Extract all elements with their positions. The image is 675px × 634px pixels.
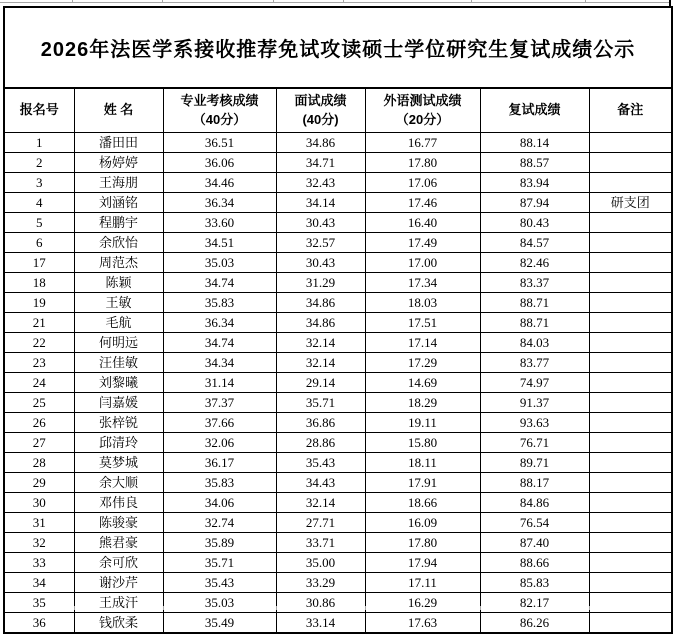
- col-header-final-score[interactable]: 复试成绩: [480, 88, 589, 133]
- gridline-vertical: [273, 0, 274, 3]
- cell-remark[interactable]: [589, 433, 672, 453]
- cell-remark[interactable]: [589, 353, 672, 373]
- cell-reg-no[interactable]: 30: [4, 493, 74, 513]
- table-row: [4, 493, 672, 513]
- cell-language-score[interactable]: 17.63: [365, 613, 480, 634]
- cell-prof-score[interactable]: 37.66: [163, 413, 276, 433]
- gridline-vertical: [365, 606, 366, 610]
- cell-prof-score[interactable]: 35.89: [163, 533, 276, 553]
- cell-language-score[interactable]: 17.14: [365, 333, 480, 353]
- cell-interview-score[interactable]: 30.43: [276, 213, 365, 233]
- cell-language-score[interactable]: 17.91: [365, 473, 480, 493]
- table-row: [4, 473, 672, 493]
- cell-name[interactable]: 汪佳敏: [74, 353, 163, 373]
- cell-reg-no[interactable]: 26: [4, 413, 74, 433]
- cell-reg-no[interactable]: 28: [4, 453, 74, 473]
- cell-name[interactable]: 余可欣: [74, 553, 163, 573]
- table-row: [4, 553, 672, 573]
- cell-interview-score[interactable]: 30.43: [276, 253, 365, 273]
- cell-final-score[interactable]: 88.71: [480, 293, 589, 313]
- cell-language-score[interactable]: 17.11: [365, 573, 480, 593]
- gridline-vertical: [585, 0, 586, 3]
- cell-prof-score[interactable]: 34.74: [163, 333, 276, 353]
- cell-prof-score[interactable]: 35.71: [163, 553, 276, 573]
- gridline-vertical: [276, 606, 277, 610]
- table-row: [4, 293, 672, 313]
- cell-name[interactable]: 邱清玲: [74, 433, 163, 453]
- cell-language-score[interactable]: 17.94: [365, 553, 480, 573]
- col-header-remark[interactable]: 备注: [589, 88, 672, 133]
- cell-final-score[interactable]: 88.57: [480, 153, 589, 173]
- cell-interview-score[interactable]: 30.86: [276, 593, 365, 613]
- table-row: [4, 213, 672, 233]
- cell-reg-no[interactable]: 18: [4, 273, 74, 293]
- cell-language-score[interactable]: 14.69: [365, 373, 480, 393]
- score-table: [3, 6, 673, 634]
- cell-interview-score[interactable]: 34.86: [276, 293, 365, 313]
- cell-final-score[interactable]: 82.17: [480, 593, 589, 613]
- table-row: [4, 133, 672, 153]
- table-row: [4, 393, 672, 413]
- table-row: [4, 333, 672, 353]
- cell-remark[interactable]: [589, 553, 672, 573]
- cell-final-score[interactable]: 80.43: [480, 213, 589, 233]
- cell-reg-no[interactable]: 21: [4, 313, 74, 333]
- cell-language-score[interactable]: 16.29: [365, 593, 480, 613]
- cell-interview-score[interactable]: 33.14: [276, 613, 365, 634]
- col-header-prof-score[interactable]: 专业考核成绩 （40分）: [163, 88, 276, 133]
- cell-name[interactable]: 张梓锐: [74, 413, 163, 433]
- cell-language-score[interactable]: 17.80: [365, 533, 480, 553]
- cell-language-score[interactable]: 17.34: [365, 273, 480, 293]
- cell-final-score[interactable]: 83.37: [480, 273, 589, 293]
- cell-final-score[interactable]: 84.57: [480, 233, 589, 253]
- cell-final-score[interactable]: 88.71: [480, 313, 589, 333]
- cell-reg-no[interactable]: 33: [4, 553, 74, 573]
- cell-remark[interactable]: [589, 233, 672, 253]
- cell-language-score[interactable]: 17.29: [365, 353, 480, 373]
- cell-language-score[interactable]: 17.49: [365, 233, 480, 253]
- cell-reg-no[interactable]: 31: [4, 513, 74, 533]
- cell-name[interactable]: 潘田田: [74, 133, 163, 153]
- cell-reg-no[interactable]: 3: [4, 173, 74, 193]
- cell-interview-score[interactable]: 36.86: [276, 413, 365, 433]
- cell-remark[interactable]: [589, 213, 672, 233]
- table-row: [4, 573, 672, 593]
- gridline-vertical: [72, 0, 73, 3]
- cell-interview-score[interactable]: 34.14: [276, 193, 365, 213]
- cell-final-score[interactable]: 88.66: [480, 553, 589, 573]
- cell-interview-score[interactable]: 34.86: [276, 133, 365, 153]
- cell-language-score[interactable]: 16.09: [365, 513, 480, 533]
- cell-remark[interactable]: [589, 153, 672, 173]
- col-header-reg-no[interactable]: 报名号: [4, 88, 74, 133]
- cell-language-score[interactable]: 18.03: [365, 293, 480, 313]
- cell-remark[interactable]: [589, 173, 672, 193]
- cell-reg-no[interactable]: 4: [4, 193, 74, 213]
- cell-final-score[interactable]: 87.94: [480, 193, 589, 213]
- table-row: [4, 433, 672, 453]
- cell-language-score[interactable]: 15.80: [365, 433, 480, 453]
- cell-interview-score[interactable]: 33.71: [276, 533, 365, 553]
- cell-interview-score[interactable]: 33.29: [276, 573, 365, 593]
- cell-name[interactable]: 刘黎曦: [74, 373, 163, 393]
- cell-final-score[interactable]: 86.26: [480, 613, 589, 634]
- cell-language-score[interactable]: 16.77: [365, 133, 480, 153]
- cell-interview-score[interactable]: 35.71: [276, 393, 365, 413]
- cell-final-score[interactable]: 88.17: [480, 473, 589, 493]
- cell-reg-no[interactable]: 32: [4, 533, 74, 553]
- cell-prof-score[interactable]: 34.51: [163, 233, 276, 253]
- cell-name[interactable]: 毛航: [74, 313, 163, 333]
- cell-reg-no[interactable]: 23: [4, 353, 74, 373]
- gridline-vertical: [163, 606, 164, 610]
- cell-name[interactable]: 闫嘉媛: [74, 393, 163, 413]
- cell-final-score[interactable]: 84.86: [480, 493, 589, 513]
- table-row: [4, 533, 672, 553]
- cell-remark[interactable]: [589, 473, 672, 493]
- cell-final-score[interactable]: 82.46: [480, 253, 589, 273]
- cell-reg-no[interactable]: 6: [4, 233, 74, 253]
- cell-remark[interactable]: [589, 253, 672, 273]
- cell-language-score[interactable]: 17.46: [365, 193, 480, 213]
- cell-final-score[interactable]: 76.54: [480, 513, 589, 533]
- cell-interview-score[interactable]: 32.14: [276, 353, 365, 373]
- cell-interview-score[interactable]: 34.43: [276, 473, 365, 493]
- cell-interview-score[interactable]: 32.14: [276, 493, 365, 513]
- cell-remark[interactable]: [589, 513, 672, 533]
- cell-interview-score[interactable]: 28.86: [276, 433, 365, 453]
- cell-language-score[interactable]: 17.06: [365, 173, 480, 193]
- cell-remark[interactable]: 研支团: [589, 193, 672, 213]
- cell-remark[interactable]: [589, 453, 672, 473]
- cell-prof-score[interactable]: 36.34: [163, 193, 276, 213]
- cell-remark[interactable]: [589, 593, 672, 613]
- cell-remark[interactable]: [589, 613, 672, 634]
- cell-prof-score[interactable]: 35.03: [163, 593, 276, 613]
- table-row: [4, 313, 672, 333]
- cell-remark[interactable]: [589, 493, 672, 513]
- cell-remark[interactable]: [589, 413, 672, 433]
- cell-final-score[interactable]: 83.94: [480, 173, 589, 193]
- cell-reg-no[interactable]: 19: [4, 293, 74, 313]
- cell-reg-no[interactable]: 22: [4, 333, 74, 353]
- cell-prof-score[interactable]: 33.60: [163, 213, 276, 233]
- cell-language-score[interactable]: 17.51: [365, 313, 480, 333]
- cell-name[interactable]: 余大顺: [74, 473, 163, 493]
- cell-name[interactable]: 莫梦城: [74, 453, 163, 473]
- cell-interview-score[interactable]: 32.14: [276, 333, 365, 353]
- cell-language-score[interactable]: 16.40: [365, 213, 480, 233]
- cell-language-score[interactable]: 17.80: [365, 153, 480, 173]
- table-row: [4, 273, 672, 293]
- cell-interview-score[interactable]: 29.14: [276, 373, 365, 393]
- gridline-horizontal: [0, 2, 671, 3]
- cell-remark[interactable]: [589, 293, 672, 313]
- table-row: [4, 513, 672, 533]
- cell-reg-no[interactable]: 2: [4, 153, 74, 173]
- table-row: [4, 613, 672, 634]
- cell-interview-score[interactable]: 35.00: [276, 553, 365, 573]
- cell-name[interactable]: 王海朋: [74, 173, 163, 193]
- cell-remark[interactable]: [589, 313, 672, 333]
- cell-prof-score[interactable]: 34.74: [163, 273, 276, 293]
- cell-final-score[interactable]: 76.71: [480, 433, 589, 453]
- cell-remark[interactable]: [589, 393, 672, 413]
- cell-interview-score[interactable]: 34.71: [276, 153, 365, 173]
- cell-final-score[interactable]: 89.71: [480, 453, 589, 473]
- sheet-title-cell[interactable]: 2026年法医学系接收推荐免试攻读硕士学位研究生复试成绩公示: [4, 7, 672, 88]
- cell-final-score[interactable]: 84.03: [480, 333, 589, 353]
- cell-prof-score[interactable]: 34.06: [163, 493, 276, 513]
- cell-interview-score[interactable]: 32.57: [276, 233, 365, 253]
- table-row: [4, 373, 672, 393]
- table-row: [4, 233, 672, 253]
- cell-remark[interactable]: [589, 133, 672, 153]
- gridline-vertical: [589, 606, 590, 610]
- cell-remark[interactable]: [589, 273, 672, 293]
- gridline-vertical: [162, 0, 163, 3]
- table-row: [4, 593, 672, 613]
- col-header-name[interactable]: 姓 名: [74, 88, 163, 133]
- cell-prof-score[interactable]: 36.34: [163, 313, 276, 333]
- cell-reg-no[interactable]: 1: [4, 133, 74, 153]
- cell-name[interactable]: 钱欣柔: [74, 613, 163, 634]
- cell-prof-score[interactable]: 34.34: [163, 353, 276, 373]
- cell-reg-no[interactable]: 24: [4, 373, 74, 393]
- cell-remark[interactable]: [589, 533, 672, 553]
- cell-name[interactable]: 谢沙芹: [74, 573, 163, 593]
- cell-prof-score[interactable]: 37.37: [163, 393, 276, 413]
- cell-prof-score[interactable]: 36.06: [163, 153, 276, 173]
- col-header-language-score[interactable]: 外语测试成绩 （20分）: [365, 88, 480, 133]
- cell-name[interactable]: 余欣怡: [74, 233, 163, 253]
- cell-remark[interactable]: [589, 573, 672, 593]
- cell-name[interactable]: 陈骏豪: [74, 513, 163, 533]
- cell-name[interactable]: 熊君豪: [74, 533, 163, 553]
- table-row: [4, 353, 672, 373]
- cell-reg-no[interactable]: 27: [4, 433, 74, 453]
- cell-reg-no[interactable]: 36: [4, 613, 74, 634]
- cell-name[interactable]: 杨婷婷: [74, 153, 163, 173]
- cell-name[interactable]: 陈颖: [74, 273, 163, 293]
- cell-language-score[interactable]: 17.00: [365, 253, 480, 273]
- cell-name[interactable]: 刘涵铭: [74, 193, 163, 213]
- col-header-interview-score[interactable]: 面试成绩 (40分): [276, 88, 365, 133]
- cell-language-score[interactable]: 18.29: [365, 393, 480, 413]
- cell-interview-score[interactable]: 35.43: [276, 453, 365, 473]
- cell-prof-score[interactable]: 35.83: [163, 473, 276, 493]
- cell-name[interactable]: 周范杰: [74, 253, 163, 273]
- cell-name[interactable]: 邓伟良: [74, 493, 163, 513]
- cell-prof-score[interactable]: 31.14: [163, 373, 276, 393]
- table-row: [4, 153, 672, 173]
- gridline-vertical: [74, 606, 75, 610]
- cell-reg-no[interactable]: 17: [4, 253, 74, 273]
- cell-language-score[interactable]: 19.11: [365, 413, 480, 433]
- cell-prof-score[interactable]: 36.51: [163, 133, 276, 153]
- cell-reg-no[interactable]: 35: [4, 593, 74, 613]
- cell-prof-score[interactable]: 36.17: [163, 453, 276, 473]
- cell-interview-score[interactable]: 34.86: [276, 313, 365, 333]
- cell-prof-score[interactable]: 32.06: [163, 433, 276, 453]
- cell-final-score[interactable]: 87.40: [480, 533, 589, 553]
- cell-interview-score[interactable]: 27.71: [276, 513, 365, 533]
- cell-name[interactable]: 王敏: [74, 293, 163, 313]
- table-row: [4, 253, 672, 273]
- cell-final-score[interactable]: 93.63: [480, 413, 589, 433]
- table-row: [4, 413, 672, 433]
- cell-reg-no[interactable]: 29: [4, 473, 74, 493]
- table-row: [4, 173, 672, 193]
- gridline-vertical: [471, 0, 472, 3]
- gridline-vertical: [480, 606, 481, 610]
- score-table-body: [4, 7, 672, 633]
- cell-prof-score[interactable]: 35.43: [163, 573, 276, 593]
- cell-reg-no[interactable]: 34: [4, 573, 74, 593]
- cell-name[interactable]: 程鹏宇: [74, 213, 163, 233]
- cell-name[interactable]: 何明远: [74, 333, 163, 353]
- cell-language-score[interactable]: 18.66: [365, 493, 480, 513]
- cell-reg-no[interactable]: 5: [4, 213, 74, 233]
- cell-final-score[interactable]: 91.37: [480, 393, 589, 413]
- cell-prof-score[interactable]: 32.74: [163, 513, 276, 533]
- title-row: [4, 7, 672, 88]
- table-row: [4, 453, 672, 473]
- cell-prof-score[interactable]: 35.49: [163, 613, 276, 634]
- cell-remark[interactable]: [589, 333, 672, 353]
- cell-interview-score[interactable]: 31.29: [276, 273, 365, 293]
- cell-prof-score[interactable]: 35.83: [163, 293, 276, 313]
- cell-final-score[interactable]: 88.14: [480, 133, 589, 153]
- cell-interview-score[interactable]: 32.43: [276, 173, 365, 193]
- cell-language-score[interactable]: 18.11: [365, 453, 480, 473]
- cell-remark[interactable]: [589, 373, 672, 393]
- table-row: [4, 193, 672, 213]
- cell-final-score[interactable]: 85.83: [480, 573, 589, 593]
- cell-final-score[interactable]: 74.97: [480, 373, 589, 393]
- header-row: [4, 88, 672, 133]
- cell-final-score[interactable]: 83.77: [480, 353, 589, 373]
- cell-reg-no[interactable]: 25: [4, 393, 74, 413]
- gridline-vertical: [343, 0, 344, 3]
- cell-prof-score[interactable]: 34.46: [163, 173, 276, 193]
- cell-name[interactable]: 王成汗: [74, 593, 163, 613]
- cell-prof-score[interactable]: 35.03: [163, 253, 276, 273]
